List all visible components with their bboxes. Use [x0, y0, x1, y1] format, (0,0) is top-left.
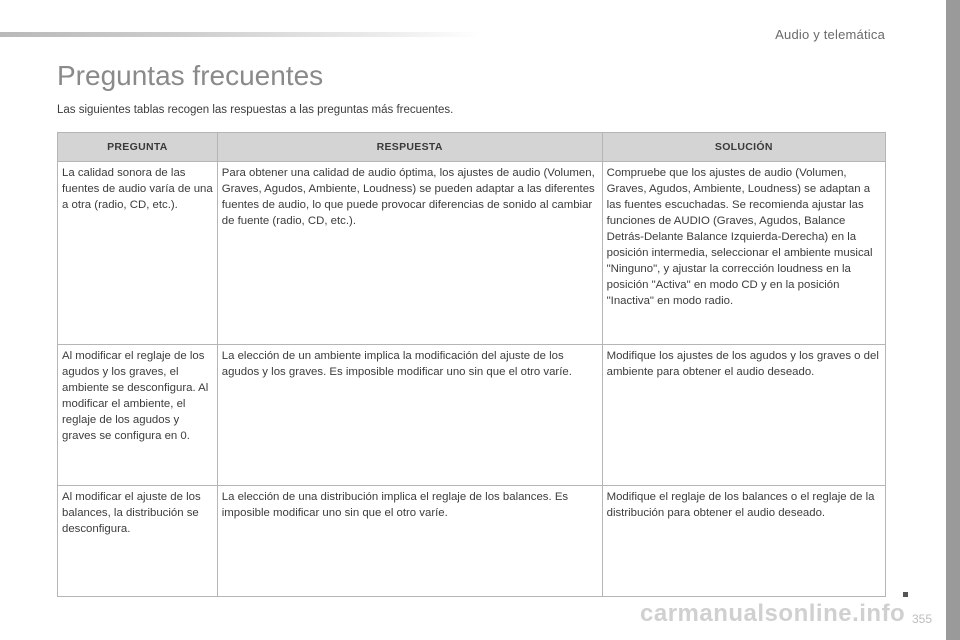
section-label: Audio y telemática — [775, 27, 885, 42]
intro-text: Las siguientes tablas recogen las respuestas a las preguntas más frecuentes. — [57, 104, 454, 116]
solution-cell: Modifique el reglaje de los balances o el reglaje de la distribución para obtener el audio deseado. — [602, 486, 885, 597]
table-row — [58, 162, 886, 345]
answer-cell: La elección de una distribución implica el reglaje de los balances. Es imposible modificar uno sin que el otro varíe. — [217, 486, 602, 597]
question-cell: La calidad sonora de las fuentes de audio varía de una a otra (radio, CD, etc.). — [58, 162, 218, 345]
question-cell: Al modificar el ajuste de los balances, la distribución se desconfigura. — [58, 486, 218, 597]
answer-cell: La elección de un ambiente implica la modificación del ajuste de los agudos y los graves. Es imposible modificar uno sin que el otro varíe. — [217, 345, 602, 486]
question-cell: Al modificar el reglaje de los agudos y los graves, el ambiente se desconfigura. Al modificar el ambiente, el reglaje de los agudos y graves se configura en 0. — [58, 345, 218, 486]
solution-cell: Modifique los ajustes de los agudos y los graves o del ambiente para obtener el audio deseado. — [602, 345, 885, 486]
table-row — [58, 486, 886, 597]
header-solucion: SOLUCIÓN — [602, 133, 885, 162]
header-gradient-bar — [0, 32, 480, 37]
header-pregunta: PREGUNTA — [58, 133, 218, 162]
answer-cell: Para obtener una calidad de audio óptima, los ajustes de audio (Volumen, Graves, Agudos, Ambiente, Loudness) se pueden adaptar a las diferentes fuentes de audio, lo que puede provocar diferencias de sonido al cambiar de fuente (radio, CD, etc.). — [217, 162, 602, 345]
page-edge-strip — [946, 0, 960, 640]
header-respuesta: RESPUESTA — [217, 133, 602, 162]
page-title: Preguntas frecuentes — [57, 60, 324, 91]
page-number: 355 — [912, 612, 933, 626]
end-marker-square — [903, 592, 908, 597]
faq-table — [57, 132, 886, 597]
watermark: carmanualsonline.info — [640, 600, 906, 627]
table-row — [58, 345, 886, 486]
table-header-row — [58, 133, 886, 162]
solution-cell: Compruebe que los ajustes de audio (Volumen, Graves, Agudos, Ambiente, Loudness) se adaptan a las fuentes escuchadas. Se recomienda ajustar las funciones de AUDIO (Graves, Agudos, Balance Detrás-Delante Balance Izquierda-Derecha) en la posición intermedia, seleccionar el ambiente musical "Ninguno", y ajustar la corrección loudness en la posición "Activa" en modo CD y en la posición "Inactiva" en modo radio. — [602, 162, 885, 345]
